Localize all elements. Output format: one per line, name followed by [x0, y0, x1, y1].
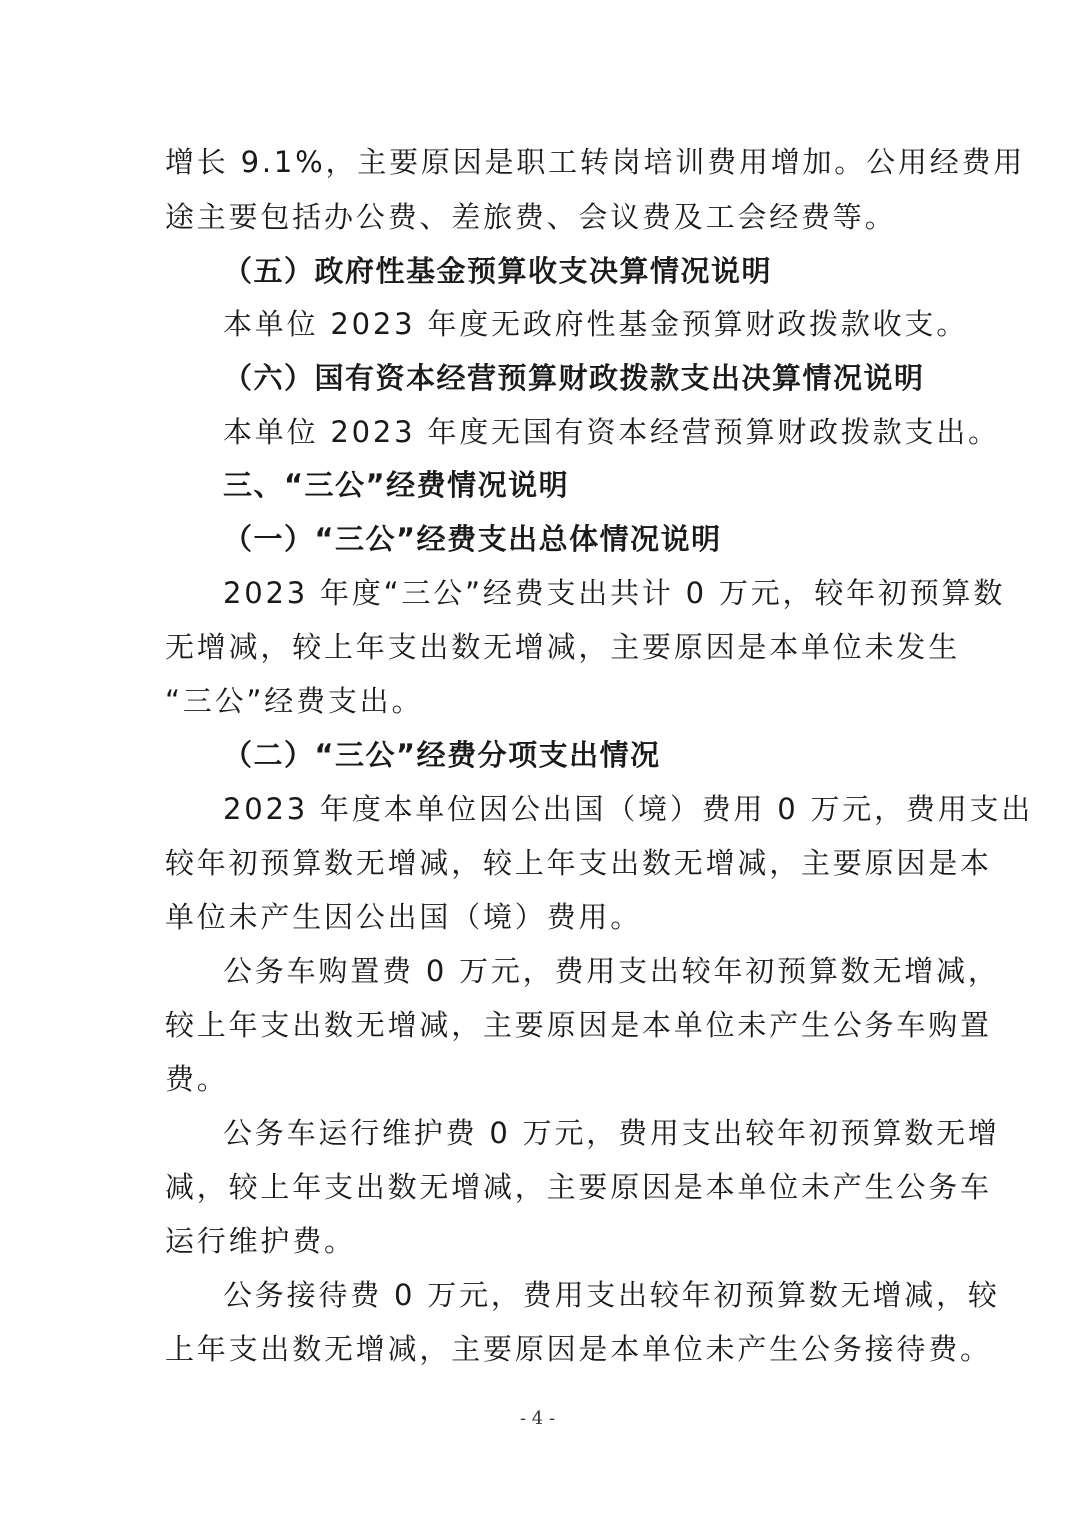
paragraph-line: 公务车购置费 0 万元，费用支出较年初预算数无增减，	[223, 954, 1000, 988]
paragraph-line: 公务车运行维护费 0 万元，费用支出较年初预算数无增	[223, 1116, 1000, 1150]
paragraph-line: 上年支出数无增减，主要原因是本单位未产生公务接待费。	[165, 1332, 992, 1366]
paragraph-line: 增长 9.1%，主要原因是职工转岗培训费用增加。公用经费用	[165, 145, 1026, 179]
paragraph-line: “三公”经费支出。	[165, 684, 424, 718]
page-number: - 4 -	[519, 1408, 556, 1429]
paragraph-line: 无增减，较上年支出数无增减，主要原因是本单位未发生	[165, 630, 961, 664]
paragraph-line: 费。	[165, 1062, 229, 1096]
chapter-heading: 三、“三公”经费情况说明	[223, 468, 570, 502]
paragraph-line: 单位未产生因公出国（境）费用。	[165, 900, 643, 934]
paragraph-line: 较年初预算数无增减，较上年支出数无增减，主要原因是本	[165, 846, 992, 880]
paragraph-line: 本单位 2023 年度无国有资本经营预算财政拨款支出。	[223, 415, 1000, 449]
paragraph-line: 途主要包括办公费、差旅费、会议费及工会经费等。	[165, 200, 897, 234]
paragraph-line: 较上年支出数无增减，主要原因是本单位未产生公务车购置	[165, 1008, 992, 1042]
paragraph-line: 减，较上年支出数无增减，主要原因是本单位未产生公务车	[165, 1170, 992, 1204]
section-heading: （一）“三公”经费支出总体情况说明	[223, 522, 722, 556]
paragraph-line: 公务接待费 0 万元，费用支出较年初预算数无增减，较	[223, 1278, 1000, 1312]
paragraph-line: 运行维护费。	[165, 1224, 356, 1258]
paragraph-line: 2023 年度本单位因公出国（境）费用 0 万元，费用支出	[223, 792, 1034, 826]
paragraph-line: 2023 年度“三公”经费支出共计 0 万元，较年初预算数	[223, 576, 1006, 610]
paragraph-line: 本单位 2023 年度无政府性基金预算财政拨款收支。	[223, 307, 969, 341]
section-heading: （六）国有资本经营预算财政拨款支出决算情况说明	[223, 361, 925, 395]
section-heading: （五）政府性基金预算收支决算情况说明	[223, 254, 773, 288]
section-heading: （二）“三公”经费分项支出情况	[223, 738, 661, 772]
